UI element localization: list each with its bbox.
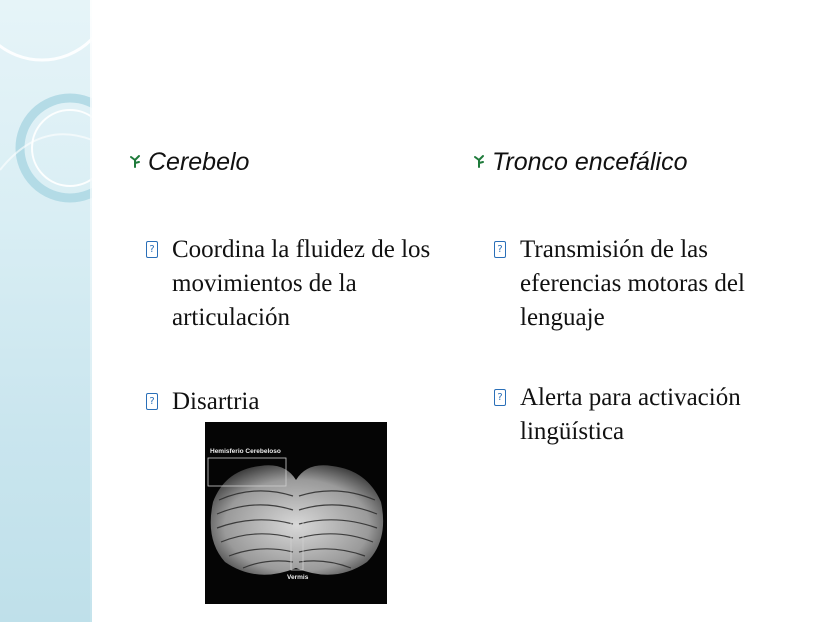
bullet-item — [497, 233, 790, 335]
heading-text: Tronco encefálico — [492, 148, 688, 176]
bullet-text: Disartria — [172, 388, 260, 415]
bullet-text: Transmisión de las eferencias motoras del lenguaje — [520, 236, 745, 331]
leaf-icon — [128, 154, 142, 168]
bullet-item — [497, 381, 790, 449]
bullet-text: Alerta para activación lingüística — [520, 384, 741, 445]
question-box-icon: ? — [146, 241, 158, 258]
question-box-icon: ? — [494, 389, 506, 406]
sidebar-swirls — [0, 0, 92, 622]
bullet-text: Coordina la fluidez de los movimientos de la articulación — [172, 236, 431, 331]
bullet-item — [149, 385, 432, 419]
question-box-icon: ? — [146, 393, 158, 410]
label-hemisferio: Hemisferio Cerebeloso — [210, 448, 281, 455]
heading-cerebelo — [128, 148, 249, 177]
heading-tronco — [472, 148, 687, 177]
decorative-sidebar — [0, 0, 92, 622]
heading-text: Cerebelo — [148, 148, 250, 176]
bullet-item — [149, 233, 432, 335]
label-vermis: Vermis — [287, 574, 309, 581]
sidebar-edge — [90, 0, 92, 622]
question-box-icon: ? — [494, 241, 506, 258]
leaf-icon — [472, 154, 486, 168]
cerebellum-image — [205, 422, 387, 604]
